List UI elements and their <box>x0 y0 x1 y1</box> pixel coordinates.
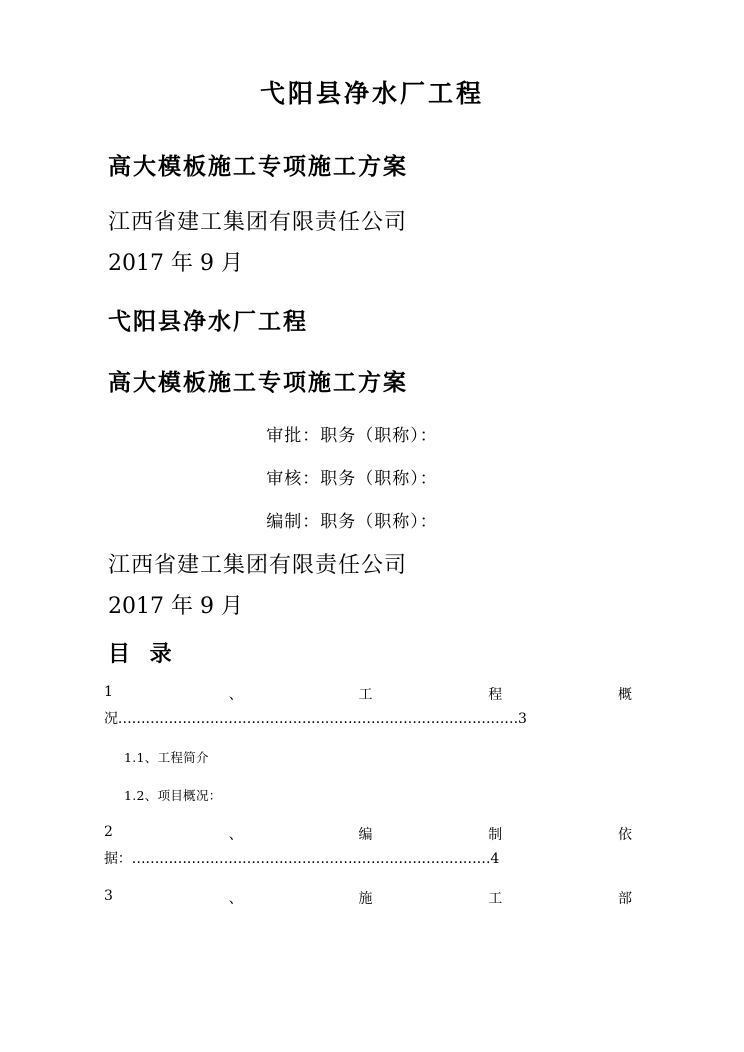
toc-row-spread <box>96 684 648 704</box>
toc-cell: 1 <box>104 683 113 700</box>
document-date-second: 2017 年 9 月 <box>108 593 243 619</box>
toc-cell: 部 <box>617 890 632 907</box>
approval-row-approve: 审批：职务（职称）： <box>266 425 438 446</box>
toc-entry-1 <box>96 684 648 728</box>
toc-cell: 程 <box>488 686 503 703</box>
toc-entry-1-2: 1.2、项目概况： <box>124 787 222 803</box>
company-name: 江西省建工集团有限责任公司 <box>108 210 408 235</box>
toc-cell: 制 <box>488 826 503 843</box>
toc-entry-3 <box>96 888 648 908</box>
toc-cell: 施 <box>358 890 373 907</box>
toc-cell: 概 <box>617 686 632 703</box>
toc-cell: 、 <box>228 826 243 843</box>
toc-entry-2 <box>96 824 648 868</box>
toc-cell: 2 <box>104 823 113 840</box>
toc-heading: 目 录 <box>108 640 178 667</box>
toc-cell: 编 <box>358 826 373 843</box>
toc-cell: 工 <box>358 686 373 703</box>
approval-row-review: 审核：职务（职称）： <box>266 468 438 489</box>
toc-cell: 3 <box>104 887 113 904</box>
toc-row-spread <box>96 888 648 908</box>
page-title: 弋阳县净水厂工程 <box>259 79 484 108</box>
cover-title-second: 弋阳县净水厂工程 <box>108 307 308 335</box>
toc-row-spread <box>96 824 648 844</box>
document-content <box>96 74 648 912</box>
cover-subtitle-second: 高大模板施工专项施工方案 <box>108 368 408 396</box>
approval-row-author: 编制：职务（职称）： <box>266 511 438 532</box>
toc-entry-1-1: 1.1、工程简介 <box>124 749 209 765</box>
toc-cell: 、 <box>228 686 243 703</box>
toc-cell: 、 <box>228 890 243 907</box>
page-subtitle: 高大模板施工专项施工方案 <box>108 153 408 180</box>
toc-cell: 工 <box>488 890 503 907</box>
toc-leader-line: 况……………………………………………………………………………3 <box>104 710 527 727</box>
company-name-second: 江西省建工集团有限责任公司 <box>108 552 408 578</box>
toc-cell: 依 <box>617 826 632 843</box>
toc-leader-line: 据：……………………………………………………………………4 <box>104 850 500 867</box>
document-date: 2017 年 9 月 <box>108 250 243 276</box>
